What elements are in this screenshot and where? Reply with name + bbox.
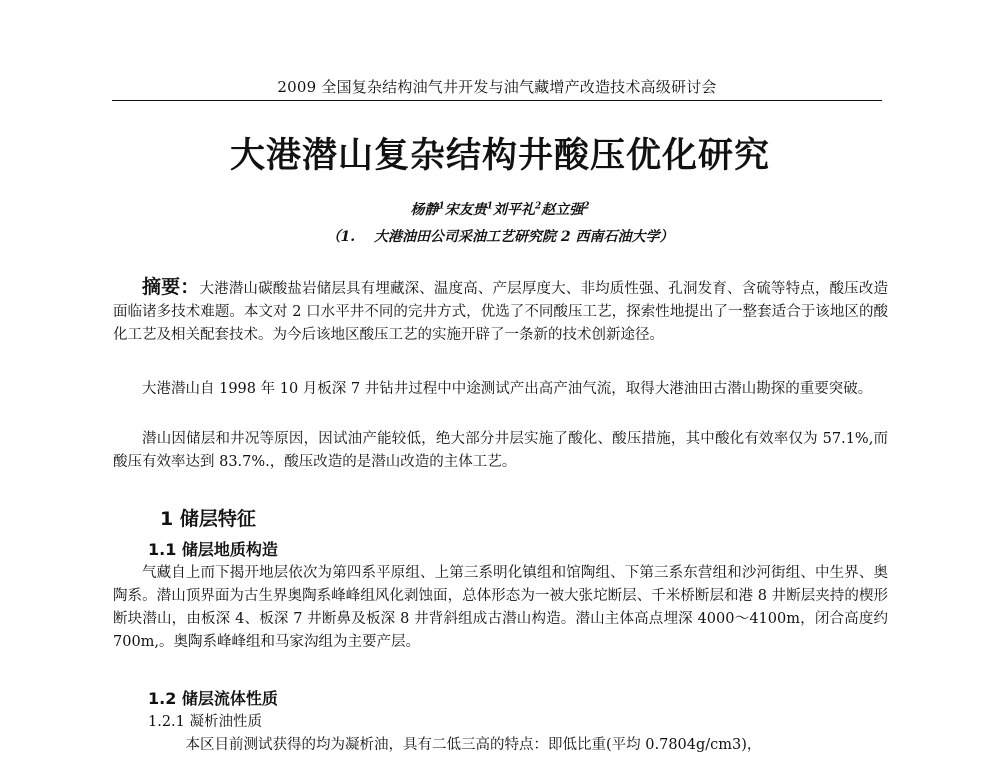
abstract	[113, 276, 888, 347]
intro-paragraph: 大港潜山自 1998 年 10 月板深 7 井钻井过程中中途测试产出高产油气流，取得大港油田古潜山勘探的重要突破。	[142, 381, 873, 397]
subsection-heading: 1.2 储层流体性质	[148, 689, 278, 708]
subsubsection-heading: 1.2.1 凝析油性质	[148, 714, 263, 730]
paper-title: 大港潜山复杂结构井酸压优化研究	[229, 136, 770, 176]
conference-header: 2009 全国复杂结构油气井开发与油气藏增产改造技术高级研讨会	[277, 78, 717, 96]
author-affil-mark: 1	[438, 201, 445, 212]
author-affil-mark: 2	[535, 201, 542, 212]
author-list	[0, 199, 1000, 219]
author-affil-mark: 2	[583, 201, 590, 212]
author-name: 赵立强	[541, 202, 584, 218]
affiliation: （1. 大港油田公司采油工艺研究院 2 西南石油大学）	[326, 229, 674, 245]
author-name: 杨静	[410, 202, 439, 218]
body-paragraph: 本区目前测试获得的均为凝析油，具有二低三高的特点：即低比重(平均 0.7804g/cm3)，	[185, 737, 762, 753]
header-rule	[112, 100, 882, 101]
body-paragraph: 气藏自上而下揭开地层依次为第四系平原组、上第三系明化镇组和馆陶组、下第三系东营组和沙河街组、中生界、奥陶系。潜山顶界面为古生界奥陶系峰峰组风化剥蚀面，总体形态为一被大张坨断层、千米桥断层和港 8 井断层夹持的楔形断块潜山，由板深 4、板深 7 井断鼻及板深 8 井背斜组成古潜山构造。潜山主体高点埋深 4000～4100m，闭合高度约 700m,。奥陶系峰峰组和马家沟组为主要产层。	[113, 565, 888, 650]
abstract-text: 大港潜山碳酸盐岩储层具有埋藏深、温度高、产层厚度大、非均质性强、孔洞发育、含硫等特点，酸压改造面临诸多技术难题。本文对 2 口水平井不同的完井方式，优选了不同酸压工艺，探索性地提出了一整套适合于该地区的酸化工艺及相关配套技术。为今后该地区酸压工艺的实施开辟了一条新的技术创新途径。	[113, 281, 888, 343]
section-heading: 1 储层特征	[160, 508, 256, 530]
author-affil-mark: 1	[486, 201, 493, 212]
abstract-label: 摘要：	[142, 276, 200, 298]
author-name: 宋友贵	[444, 202, 487, 218]
subsection-heading: 1.1 储层地质构造	[148, 540, 278, 559]
author-name: 刘平礼	[493, 202, 535, 218]
intro-paragraph: 潜山因储层和井况等原因，因试油产能较低，绝大部分井层实施了酸化、酸压措施，其中酸化有效率仅为 57.1%,而酸压有效率达到 83.7%.，酸压改造的是潜山改造的主体工艺。	[113, 431, 888, 470]
